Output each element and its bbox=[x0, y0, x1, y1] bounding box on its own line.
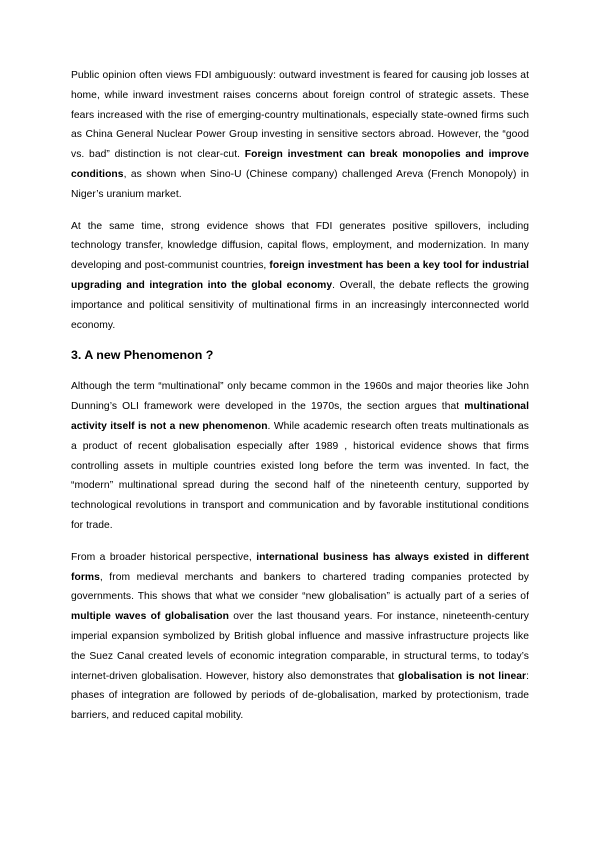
text-run: , as shown when Sino-U (Chinese company) challenged Areva (French Monopoly) in Niger’s uranium market. bbox=[71, 168, 529, 200]
text-run: over the last thousand years. For instance, nineteenth-century imperial expansion symbolized by British global influence and massive infrastructure projects like the Suez Canal created levels of economic integration comparable, in structural terms, to today’s internet-driven globalisation. However, history also demonstrates that bbox=[71, 611, 529, 682]
text-run: At the same time, strong evidence shows that FDI generates positive spillovers, including technology transfer, knowledge diffusion, capital flows, employment, and modernization. In many developing and post-communist countries, bbox=[71, 220, 529, 272]
bold-phrase: multinational activity itself is not a new phenomenon bbox=[71, 401, 529, 432]
paragraph-multinational-history bbox=[71, 377, 529, 535]
bold-phrase: foreign investment has been a key tool for industrial upgrading and integration into the global economy bbox=[71, 260, 529, 291]
bold-phrase: multiple waves of globalisation bbox=[71, 611, 229, 623]
paragraph-fdi-public-opinion bbox=[71, 66, 529, 205]
section-heading: 3. A new Phenomenon ? bbox=[71, 348, 214, 363]
text-run: . While academic research often treats multinationals as a product of recent globalisation especially after 1989 , historical evidence shows that firms controlling assets in multiple countries existed long before the term was invented. In fact, the “modern” multinational spread during the second half of the nineteenth century, supported by technological revolutions in transport and communication and by favorable institutional conditions for trade. bbox=[71, 420, 529, 531]
paragraph-globalisation-waves bbox=[71, 548, 529, 726]
text-run: : phases of integration are followed by periods of de-globalisation, marked by protectionism, trade barriers, and reduced capital mobility. bbox=[71, 670, 529, 722]
bold-phrase: international business has always existed in different forms bbox=[71, 551, 530, 583]
text-run: . Overall, the debate reflects the growing importance and political sensitivity of multinational firms in an increasingly interconnected world economy. bbox=[71, 279, 529, 331]
bold-phrase: globalisation is not linear bbox=[398, 670, 527, 682]
paragraph-fdi-spillovers bbox=[71, 217, 529, 336]
bold-phrase: Foreign investment can break monopolies and improve conditions bbox=[71, 149, 529, 180]
text-run: Although the term “multinational” only became common in the 1960s and major theories like John Dunning’s OLI framework were developed in the 1970s, the section argues that bbox=[71, 381, 529, 413]
text-run: Public opinion often views FDI ambiguously: outward investment is feared for causing job losses at home, while inward investment raises concerns about foreign control of strategic assets. These fears increased with the rise of emerging-country multinationals, especially state-owned firms such as China General Nuclear Power Group investing in sensitive sectors abroad. However, the “good vs. bad” distinction is not clear-cut. bbox=[71, 70, 529, 161]
text-run: , from medieval merchants and bankers to chartered trading companies protected by governments. This shows that what we consider “new globalisation” is actually part of a series of bbox=[71, 571, 529, 603]
text-run: From a broader historical perspective, bbox=[71, 551, 257, 563]
